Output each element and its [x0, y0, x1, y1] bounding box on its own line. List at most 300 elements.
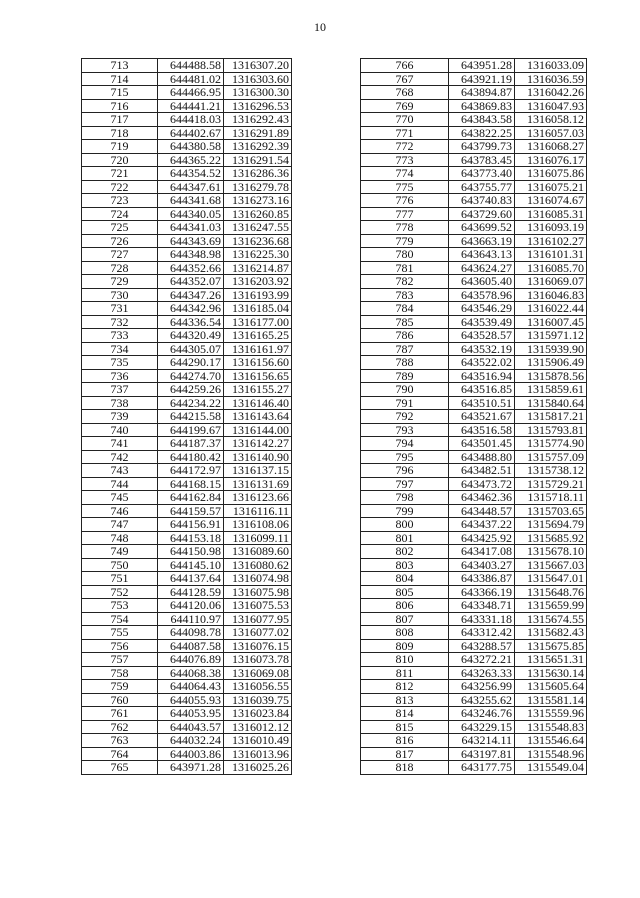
point-number: 805: [361, 585, 449, 599]
point-number: 735: [82, 356, 158, 370]
x-coordinate: 644180.42: [158, 450, 224, 464]
point-number: 788: [361, 356, 449, 370]
y-coordinate: 1316131.69: [224, 477, 292, 491]
x-coordinate: 644365.22: [158, 153, 224, 167]
point-number: 784: [361, 302, 449, 316]
x-coordinate: 643951.28: [449, 59, 515, 73]
table-row: [82, 666, 292, 680]
point-number: 791: [361, 396, 449, 410]
table-row: [82, 288, 292, 302]
x-coordinate: 643177.75: [449, 761, 515, 775]
point-number: 815: [361, 720, 449, 734]
point-number: 716: [82, 99, 158, 113]
point-number: 806: [361, 599, 449, 613]
y-coordinate: 1316156.65: [224, 369, 292, 383]
x-coordinate: 643501.45: [449, 437, 515, 451]
point-number: 728: [82, 261, 158, 275]
table-row: [82, 734, 292, 748]
y-coordinate: 1316057.03: [515, 126, 587, 140]
y-coordinate: 1316075.86: [515, 167, 587, 181]
x-coordinate: 644352.66: [158, 261, 224, 275]
table-row: [361, 86, 587, 100]
y-coordinate: 1316101.31: [515, 248, 587, 262]
point-number: 715: [82, 86, 158, 100]
point-number: 756: [82, 639, 158, 653]
table-row: [361, 342, 587, 356]
point-number: 725: [82, 221, 158, 235]
point-number: 742: [82, 450, 158, 464]
point-number: 713: [82, 59, 158, 73]
table-row: [361, 437, 587, 451]
x-coordinate: 644466.95: [158, 86, 224, 100]
x-coordinate: 643288.57: [449, 639, 515, 653]
point-number: 765: [82, 761, 158, 775]
x-coordinate: 643729.60: [449, 207, 515, 221]
table-row: [82, 99, 292, 113]
x-coordinate: 644043.57: [158, 720, 224, 734]
x-coordinate: 644110.97: [158, 612, 224, 626]
y-coordinate: 1316146.40: [224, 396, 292, 410]
table-row: [361, 545, 587, 559]
table-row: [361, 302, 587, 316]
x-coordinate: 643197.81: [449, 747, 515, 761]
table-row: [82, 410, 292, 424]
point-number: 762: [82, 720, 158, 734]
table-row: [361, 99, 587, 113]
point-number: 800: [361, 518, 449, 532]
y-coordinate: 1315605.64: [515, 680, 587, 694]
x-coordinate: 644087.58: [158, 639, 224, 653]
x-coordinate: 643516.94: [449, 369, 515, 383]
x-coordinate: 644055.93: [158, 693, 224, 707]
x-coordinate: 644354.52: [158, 167, 224, 181]
point-number: 747: [82, 518, 158, 532]
table-row: [361, 477, 587, 491]
y-coordinate: 1316069.07: [515, 275, 587, 289]
table-row: [82, 180, 292, 194]
x-coordinate: 643783.45: [449, 153, 515, 167]
table-row: [82, 396, 292, 410]
point-number: 744: [82, 477, 158, 491]
point-number: 752: [82, 585, 158, 599]
x-coordinate: 644290.17: [158, 356, 224, 370]
table-row: [82, 504, 292, 518]
point-number: 757: [82, 653, 158, 667]
table-row: [82, 680, 292, 694]
x-coordinate: 644343.69: [158, 234, 224, 248]
table-row: [361, 504, 587, 518]
y-coordinate: 1316116.11: [224, 504, 292, 518]
table-row: [361, 585, 587, 599]
table-row: [361, 207, 587, 221]
x-coordinate: 644347.61: [158, 180, 224, 194]
x-coordinate: 644234.22: [158, 396, 224, 410]
y-coordinate: 1316069.08: [224, 666, 292, 680]
point-number: 727: [82, 248, 158, 262]
point-number: 723: [82, 194, 158, 208]
point-number: 741: [82, 437, 158, 451]
table-row: [361, 275, 587, 289]
point-number: 754: [82, 612, 158, 626]
point-number: 779: [361, 234, 449, 248]
point-number: 717: [82, 113, 158, 127]
point-number: 801: [361, 531, 449, 545]
x-coordinate: 644341.68: [158, 194, 224, 208]
y-coordinate: 1316292.39: [224, 140, 292, 154]
x-coordinate: 644340.05: [158, 207, 224, 221]
table-row: [82, 248, 292, 262]
x-coordinate: 643773.40: [449, 167, 515, 181]
y-coordinate: 1316013.96: [224, 747, 292, 761]
table-row: [82, 464, 292, 478]
y-coordinate: 1316177.00: [224, 315, 292, 329]
x-coordinate: 643521.67: [449, 410, 515, 424]
point-number: 714: [82, 72, 158, 86]
table-row: [361, 356, 587, 370]
point-number: 761: [82, 707, 158, 721]
point-number: 766: [361, 59, 449, 73]
x-coordinate: 643263.33: [449, 666, 515, 680]
y-coordinate: 1316093.19: [515, 221, 587, 235]
x-coordinate: 643331.18: [449, 612, 515, 626]
table-row: [82, 491, 292, 505]
table-row: [82, 221, 292, 235]
y-coordinate: 1315549.04: [515, 761, 587, 775]
y-coordinate: 1315667.03: [515, 558, 587, 572]
x-coordinate: 644076.89: [158, 653, 224, 667]
y-coordinate: 1316085.70: [515, 261, 587, 275]
y-coordinate: 1316161.97: [224, 342, 292, 356]
y-coordinate: 1315546.64: [515, 734, 587, 748]
table-row: [82, 194, 292, 208]
y-coordinate: 1316023.84: [224, 707, 292, 721]
y-coordinate: 1315682.43: [515, 626, 587, 640]
point-number: 718: [82, 126, 158, 140]
table-row: [361, 612, 587, 626]
point-number: 721: [82, 167, 158, 181]
x-coordinate: 643272.21: [449, 653, 515, 667]
point-number: 740: [82, 423, 158, 437]
point-number: 772: [361, 140, 449, 154]
point-number: 796: [361, 464, 449, 478]
x-coordinate: 644003.86: [158, 747, 224, 761]
x-coordinate: 644032.24: [158, 734, 224, 748]
point-number: 808: [361, 626, 449, 640]
point-number: 733: [82, 329, 158, 343]
table-row: [82, 207, 292, 221]
point-number: 773: [361, 153, 449, 167]
y-coordinate: 1315548.83: [515, 720, 587, 734]
y-coordinate: 1316247.55: [224, 221, 292, 235]
x-coordinate: 644145.10: [158, 558, 224, 572]
table-row: [361, 59, 587, 73]
table-row: [361, 518, 587, 532]
x-coordinate: 644348.98: [158, 248, 224, 262]
point-number: 792: [361, 410, 449, 424]
point-number: 737: [82, 383, 158, 397]
table-row: [361, 531, 587, 545]
x-coordinate: 643425.92: [449, 531, 515, 545]
y-coordinate: 1315738.12: [515, 464, 587, 478]
x-coordinate: 643740.83: [449, 194, 515, 208]
x-coordinate: 643799.73: [449, 140, 515, 154]
x-coordinate: 644199.67: [158, 423, 224, 437]
x-coordinate: 643578.96: [449, 288, 515, 302]
point-number: 770: [361, 113, 449, 127]
table-row: [361, 450, 587, 464]
table-row: [361, 491, 587, 505]
point-number: 781: [361, 261, 449, 275]
y-coordinate: 1315774.90: [515, 437, 587, 451]
table-row: [82, 261, 292, 275]
point-number: 798: [361, 491, 449, 505]
y-coordinate: 1315729.21: [515, 477, 587, 491]
table-row: [361, 761, 587, 775]
x-coordinate: 643448.57: [449, 504, 515, 518]
x-coordinate: 643510.51: [449, 396, 515, 410]
x-coordinate: 643843.58: [449, 113, 515, 127]
x-coordinate: 644137.64: [158, 572, 224, 586]
y-coordinate: 1315906.49: [515, 356, 587, 370]
y-coordinate: 1315675.85: [515, 639, 587, 653]
table-row: [361, 167, 587, 181]
x-coordinate: 643643.13: [449, 248, 515, 262]
y-coordinate: 1316291.54: [224, 153, 292, 167]
x-coordinate: 644172.97: [158, 464, 224, 478]
point-number: 759: [82, 680, 158, 694]
y-coordinate: 1316077.02: [224, 626, 292, 640]
y-coordinate: 1315630.14: [515, 666, 587, 680]
point-number: 807: [361, 612, 449, 626]
table-row: [82, 639, 292, 653]
coordinates-table-right: [360, 58, 587, 775]
x-coordinate: 643532.19: [449, 342, 515, 356]
table-row: [82, 518, 292, 532]
table-row: [82, 126, 292, 140]
y-coordinate: 1315651.31: [515, 653, 587, 667]
y-coordinate: 1315859.61: [515, 383, 587, 397]
table-row: [361, 693, 587, 707]
y-coordinate: 1315548.96: [515, 747, 587, 761]
x-coordinate: 643755.77: [449, 180, 515, 194]
y-coordinate: 1315674.55: [515, 612, 587, 626]
table-row: [82, 275, 292, 289]
y-coordinate: 1316085.31: [515, 207, 587, 221]
table-row: [82, 342, 292, 356]
y-coordinate: 1316077.95: [224, 612, 292, 626]
x-coordinate: 644320.49: [158, 329, 224, 343]
y-coordinate: 1316273.16: [224, 194, 292, 208]
table-row: [361, 383, 587, 397]
table-row: [82, 693, 292, 707]
x-coordinate: 643971.28: [158, 761, 224, 775]
point-number: 769: [361, 99, 449, 113]
y-coordinate: 1315648.76: [515, 585, 587, 599]
table-row: [361, 639, 587, 653]
table-row: [82, 167, 292, 181]
y-coordinate: 1315939.90: [515, 342, 587, 356]
x-coordinate: 643539.49: [449, 315, 515, 329]
x-coordinate: 644156.91: [158, 518, 224, 532]
x-coordinate: 644098.78: [158, 626, 224, 640]
x-coordinate: 644402.67: [158, 126, 224, 140]
y-coordinate: 1316236.68: [224, 234, 292, 248]
table-row: [82, 315, 292, 329]
point-number: 738: [82, 396, 158, 410]
x-coordinate: 643699.52: [449, 221, 515, 235]
x-coordinate: 643482.51: [449, 464, 515, 478]
point-number: 755: [82, 626, 158, 640]
point-number: 760: [82, 693, 158, 707]
x-coordinate: 644068.38: [158, 666, 224, 680]
y-coordinate: 1315647.01: [515, 572, 587, 586]
point-number: 783: [361, 288, 449, 302]
y-coordinate: 1316076.15: [224, 639, 292, 653]
point-number: 795: [361, 450, 449, 464]
y-coordinate: 1316047.93: [515, 99, 587, 113]
point-number: 753: [82, 599, 158, 613]
point-number: 771: [361, 126, 449, 140]
table-row: [82, 86, 292, 100]
x-coordinate: 643624.27: [449, 261, 515, 275]
point-number: 726: [82, 234, 158, 248]
table-row: [361, 720, 587, 734]
point-number: 777: [361, 207, 449, 221]
table-row: [82, 626, 292, 640]
point-number: 803: [361, 558, 449, 572]
x-coordinate: 644159.57: [158, 504, 224, 518]
x-coordinate: 644336.54: [158, 315, 224, 329]
point-number: 745: [82, 491, 158, 505]
y-coordinate: 1316075.21: [515, 180, 587, 194]
y-coordinate: 1315971.12: [515, 329, 587, 343]
table-row: [361, 707, 587, 721]
x-coordinate: 643663.19: [449, 234, 515, 248]
y-coordinate: 1315718.11: [515, 491, 587, 505]
point-number: 763: [82, 734, 158, 748]
x-coordinate: 644352.07: [158, 275, 224, 289]
x-coordinate: 644150.98: [158, 545, 224, 559]
y-coordinate: 1316260.85: [224, 207, 292, 221]
y-coordinate: 1316156.60: [224, 356, 292, 370]
y-coordinate: 1315878.56: [515, 369, 587, 383]
point-number: 780: [361, 248, 449, 262]
x-coordinate: 643462.36: [449, 491, 515, 505]
x-coordinate: 644441.21: [158, 99, 224, 113]
x-coordinate: 644481.02: [158, 72, 224, 86]
table-row: [82, 113, 292, 127]
point-number: 782: [361, 275, 449, 289]
y-coordinate: 1316075.98: [224, 585, 292, 599]
table-row: [361, 194, 587, 208]
x-coordinate: 644215.58: [158, 410, 224, 424]
point-number: 731: [82, 302, 158, 316]
x-coordinate: 644162.84: [158, 491, 224, 505]
y-coordinate: 1316144.00: [224, 423, 292, 437]
y-coordinate: 1316142.27: [224, 437, 292, 451]
x-coordinate: 643386.87: [449, 572, 515, 586]
point-number: 767: [361, 72, 449, 86]
table-row: [82, 477, 292, 491]
table-row: [82, 720, 292, 734]
table-row: [82, 545, 292, 559]
y-coordinate: 1316143.64: [224, 410, 292, 424]
table-row: [82, 59, 292, 73]
table-row: [82, 72, 292, 86]
x-coordinate: 644380.58: [158, 140, 224, 154]
y-coordinate: 1315685.92: [515, 531, 587, 545]
table-row: [361, 261, 587, 275]
y-coordinate: 1315757.09: [515, 450, 587, 464]
point-number: 768: [361, 86, 449, 100]
x-coordinate: 644120.06: [158, 599, 224, 613]
table-row: [82, 140, 292, 154]
table-row: [82, 356, 292, 370]
x-coordinate: 643403.27: [449, 558, 515, 572]
y-coordinate: 1316010.49: [224, 734, 292, 748]
table-row: [361, 315, 587, 329]
y-coordinate: 1316056.55: [224, 680, 292, 694]
y-coordinate: 1316033.09: [515, 59, 587, 73]
y-coordinate: 1316225.30: [224, 248, 292, 262]
table-row: [361, 572, 587, 586]
table-row: [361, 464, 587, 478]
table-row: [361, 369, 587, 383]
point-number: 799: [361, 504, 449, 518]
table-row: [361, 234, 587, 248]
table-row: [82, 531, 292, 545]
point-number: 794: [361, 437, 449, 451]
point-number: 748: [82, 531, 158, 545]
table-row: [82, 383, 292, 397]
y-coordinate: 1316074.98: [224, 572, 292, 586]
x-coordinate: 644341.03: [158, 221, 224, 235]
y-coordinate: 1316292.43: [224, 113, 292, 127]
x-coordinate: 643488.80: [449, 450, 515, 464]
y-coordinate: 1315659.99: [515, 599, 587, 613]
table-row: [361, 626, 587, 640]
point-number: 810: [361, 653, 449, 667]
point-number: 812: [361, 680, 449, 694]
table-row: [82, 153, 292, 167]
y-coordinate: 1315840.64: [515, 396, 587, 410]
y-coordinate: 1316036.59: [515, 72, 587, 86]
table-row: [82, 558, 292, 572]
point-number: 730: [82, 288, 158, 302]
point-number: 764: [82, 747, 158, 761]
x-coordinate: 643312.42: [449, 626, 515, 640]
point-number: 776: [361, 194, 449, 208]
point-number: 811: [361, 666, 449, 680]
table-row: [82, 585, 292, 599]
x-coordinate: 644342.96: [158, 302, 224, 316]
y-coordinate: 1316155.27: [224, 383, 292, 397]
x-coordinate: 643256.99: [449, 680, 515, 694]
x-coordinate: 643605.40: [449, 275, 515, 289]
point-number: 729: [82, 275, 158, 289]
point-number: 749: [82, 545, 158, 559]
point-number: 750: [82, 558, 158, 572]
table-row: [361, 248, 587, 262]
x-coordinate: 643246.76: [449, 707, 515, 721]
y-coordinate: 1316123.66: [224, 491, 292, 505]
table-row: [82, 450, 292, 464]
table-row: [361, 666, 587, 680]
y-coordinate: 1315793.81: [515, 423, 587, 437]
y-coordinate: 1315817.21: [515, 410, 587, 424]
y-coordinate: 1316075.53: [224, 599, 292, 613]
x-coordinate: 643869.83: [449, 99, 515, 113]
